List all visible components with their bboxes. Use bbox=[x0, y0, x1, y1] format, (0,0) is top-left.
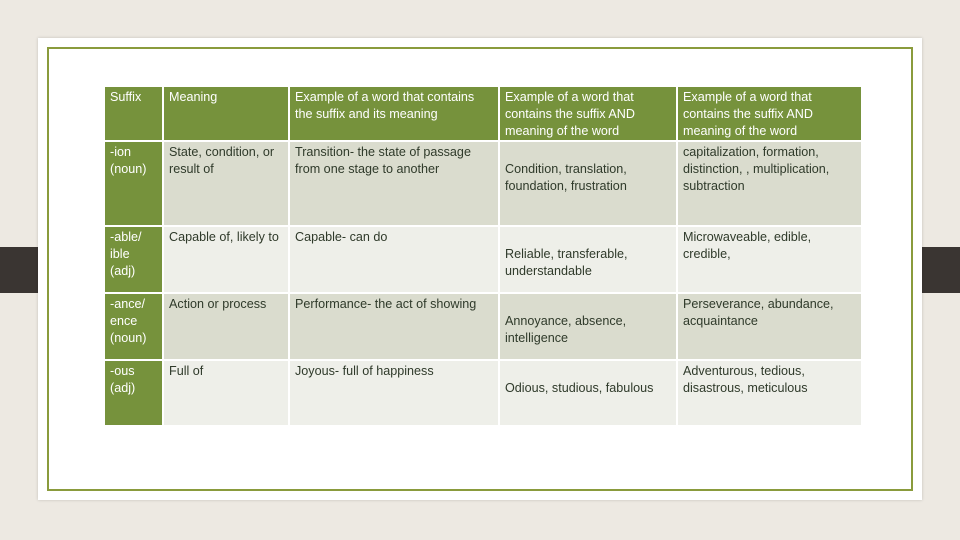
suffix-cell: -able/ ible (adj) bbox=[104, 226, 163, 293]
example-cell: Transition- the state of passage from one stage to another bbox=[289, 141, 499, 226]
example-cell: Joyous- full of happiness bbox=[289, 360, 499, 426]
meaning-cell: Action or process bbox=[163, 293, 289, 360]
words-b-cell: Microwaveable, edible, credible, bbox=[677, 226, 862, 293]
table-row bbox=[104, 293, 862, 360]
suffix-cell: -ance/ ence (noun) bbox=[104, 293, 163, 360]
words-a-cell bbox=[499, 141, 677, 226]
header-example: Example of a word that contains the suffix and its meaning bbox=[289, 86, 499, 141]
meaning-cell: State, condition, or result of bbox=[163, 141, 289, 226]
words-a-cell bbox=[499, 293, 677, 360]
table-header-row bbox=[104, 86, 862, 141]
table-row bbox=[104, 226, 862, 293]
words-a-cell bbox=[499, 226, 677, 293]
words-b-cell: capitalization, formation, distinction, , multiplication, subtraction bbox=[677, 141, 862, 226]
example-cell: Performance- the act of showing bbox=[289, 293, 499, 360]
suffix-cell: -ion (noun) bbox=[104, 141, 163, 226]
words-a-text: Odious, studious, fabulous bbox=[505, 381, 654, 395]
header-meaning: Meaning bbox=[163, 86, 289, 141]
words-a-text: Reliable, transferable, understandable bbox=[505, 247, 628, 278]
suffix-cell: -ous (adj) bbox=[104, 360, 163, 426]
meaning-cell: Capable of, likely to bbox=[163, 226, 289, 293]
words-a-cell bbox=[499, 360, 677, 426]
meaning-cell: Full of bbox=[163, 360, 289, 426]
words-a-text: Annoyance, absence, intelligence bbox=[505, 314, 627, 345]
words-b-cell: Perseverance, abundance, acquaintance bbox=[677, 293, 862, 360]
suffix-table bbox=[103, 85, 863, 427]
header-words-a: Example of a word that contains the suffix AND meaning of the word bbox=[499, 86, 677, 141]
table-row bbox=[104, 360, 862, 426]
words-a-text: Condition, translation, foundation, frustration bbox=[505, 162, 627, 193]
example-cell: Capable- can do bbox=[289, 226, 499, 293]
words-b-cell: Adventurous, tedious, disastrous, meticulous bbox=[677, 360, 862, 426]
table-row bbox=[104, 141, 862, 226]
header-words-b: Example of a word that contains the suffix AND meaning of the word bbox=[677, 86, 862, 141]
header-suffix: Suffix bbox=[104, 86, 163, 141]
